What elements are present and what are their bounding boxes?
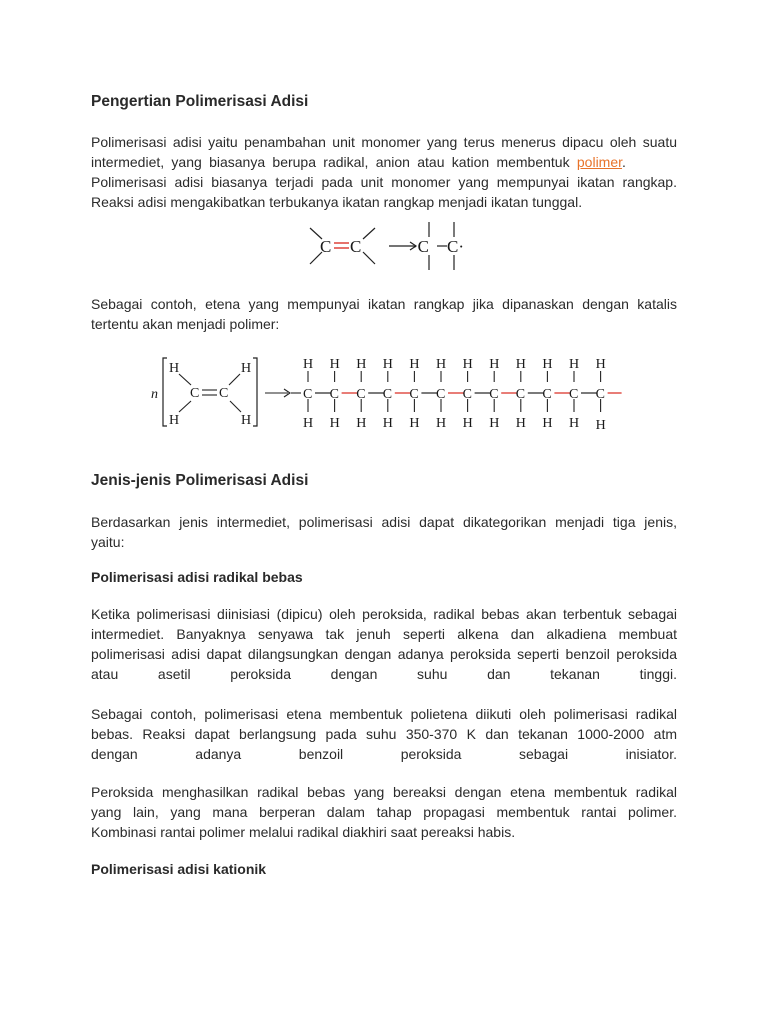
chain-hydrogen-bottom: H (542, 416, 553, 431)
chain-hydrogen-top: H (329, 357, 340, 372)
paragraph-line: Berdasarkan jenis intermediet, polimerisasi adisi dapat dikategorikan menjadi tiga jenis, (91, 514, 677, 530)
paragraph-definition (91, 132, 677, 212)
chain-hydrogen-top: H (542, 357, 553, 372)
reaction-diagram-polyethylene (149, 352, 629, 432)
chain-hydrogen-top: H (462, 357, 473, 372)
reaction1-right-carbon-1: ·C (412, 237, 429, 256)
chain-hydrogen-top: H (303, 357, 314, 372)
chain-hydrogen-top: H (409, 357, 420, 372)
chain-hydrogen-top: H (356, 357, 367, 372)
paragraph-line: Sebagai contoh, etena yang mempunyai ikatan rangkap jika dipanaskan dengan katalis (91, 296, 677, 312)
reaction1-left-carbon-2: C (350, 237, 362, 256)
chain-carbon: C (542, 387, 552, 402)
chain-hydrogen-bottom: H (595, 418, 606, 432)
chain-hydrogen-top: H (515, 357, 526, 372)
chain-carbon: C (382, 387, 393, 402)
monomer-carbon-2: C (219, 386, 229, 401)
polymer-chain (291, 357, 622, 432)
reaction1-right-carbon-2: C· (447, 237, 464, 256)
reaction1-left-carbon-1: C (320, 237, 332, 256)
chain-hydrogen-bottom: H (382, 416, 393, 431)
link-suffix: . (622, 154, 626, 170)
chain-carbon: C (329, 387, 339, 402)
paragraph-line: polimerisasi adisi dapat dilangsungkan dengan adanya peroksida seperti benzoil peroksida (91, 646, 677, 662)
chain-carbon: C (303, 387, 313, 402)
monomer-h-bottom-right: H (241, 413, 252, 428)
chain-hydrogen-top: H (382, 357, 393, 372)
paragraph-radikal-1 (91, 604, 677, 684)
paragraph-radikal-3 (91, 782, 677, 842)
chain-hydrogen-top: H (436, 357, 447, 372)
chain-hydrogen-top: H (489, 357, 500, 372)
paragraph-line: Polimerisasi adisi yaitu penambahan unit monomer yang terus menerus dipacu oleh suatu (91, 134, 677, 150)
chain-carbon: C (436, 387, 446, 402)
chain-hydrogen-bottom: H (329, 416, 340, 431)
chain-hydrogen-top: H (595, 357, 606, 372)
monomer-h-top-right: H (241, 361, 252, 376)
paragraph-line: Peroksida menghasilkan radikal bebas yang bereaksi dengan etena membentuk radikal (91, 784, 677, 800)
monomer-h-top-left: H (169, 361, 180, 376)
chain-hydrogen-bottom: H (303, 416, 314, 431)
chain-hydrogen-bottom: H (569, 416, 580, 431)
subheading-radikal-bebas: Polimerisasi adisi radikal bebas (91, 569, 303, 585)
reaction-1-svg (306, 220, 476, 272)
subheading-kationik: Polimerisasi adisi kationik (91, 861, 267, 877)
paragraph-line: dengan adanya benzoil peroksida sebagai inisiator. (91, 746, 677, 762)
paragraph-line: tertentu akan menjadi polimer: (91, 316, 280, 332)
monomer-h-bottom-left: H (169, 413, 180, 428)
paragraph-line: Ketika polimerisasi diinisiasi (dipicu) oleh peroksida, radikal bebas akan terbentuk sebagai (91, 606, 677, 622)
reaction-diagram-double-bond-opening (306, 220, 476, 272)
chain-hydrogen-bottom: H (409, 416, 420, 431)
paragraph-jenis-intro (91, 512, 677, 552)
chain-carbon: C (569, 387, 579, 402)
chain-carbon: C (515, 387, 526, 402)
paragraph-line: Polimerisasi adisi biasanya terjadi pada unit monomer yang mempunyai ikatan rangkap. (91, 174, 677, 190)
chain-carbon: C (356, 387, 366, 402)
reaction-2-svg (149, 352, 629, 432)
polimer-link[interactable]: polimer (576, 154, 623, 170)
line-text: intermediet, yang biasanya berupa radikal, anion atau kation membentuk (91, 154, 577, 170)
section-heading-jenis: Jenis-jenis Polimerisasi Adisi (91, 472, 309, 489)
paragraph-line: yang lain, yang mana berperan dalam tahap propagasi membentuk rantai polimer. (91, 804, 677, 820)
chain-hydrogen-bottom: H (489, 416, 500, 431)
paragraph-line: yaitu: (91, 534, 125, 550)
chain-hydrogen-bottom: H (515, 416, 526, 431)
chain-carbon: C (409, 387, 419, 402)
chain-hydrogen-top: H (569, 357, 580, 372)
paragraph-line: intermediet. Banyaknya senyawa tak jenuh seperti alkena dan alkadiena membuat (91, 626, 677, 642)
reaction2-coefficient: n (151, 387, 158, 402)
chain-carbon: C (489, 387, 499, 402)
chain-carbon: C (595, 387, 605, 402)
paragraph-radikal-2 (91, 704, 677, 764)
paragraph-line: atau asetil peroksida dengan suhu dan tekanan tinggi. (91, 666, 677, 682)
paragraph-line: Kombinasi rantai polimer melalui radikal diakhiri saat pereaksi habis. (91, 824, 516, 840)
chain-carbon: C (462, 387, 472, 402)
chain-hydrogen-bottom: H (356, 416, 367, 431)
chain-hydrogen-bottom: H (462, 416, 473, 431)
paragraph-line: Reaksi adisi mengakibatkan terbukanya ikatan rangkap menjadi ikatan tunggal. (91, 194, 583, 210)
paragraph-line: bebas. Reaksi dapat berlangsung pada suhu 350-370 K dan tekanan 1000-2000 atm (91, 726, 677, 742)
monomer-carbon-1: C (190, 386, 200, 401)
section-heading-pengertian: Pengertian Polimerisasi Adisi (91, 93, 309, 110)
paragraph-line: Sebagai contoh, polimerisasi etena membentuk polietena diikuti oleh polimerisasi radikal (91, 706, 677, 722)
chain-hydrogen-bottom: H (436, 416, 447, 431)
paragraph-line (91, 152, 677, 172)
paragraph-example-etena (91, 294, 677, 334)
